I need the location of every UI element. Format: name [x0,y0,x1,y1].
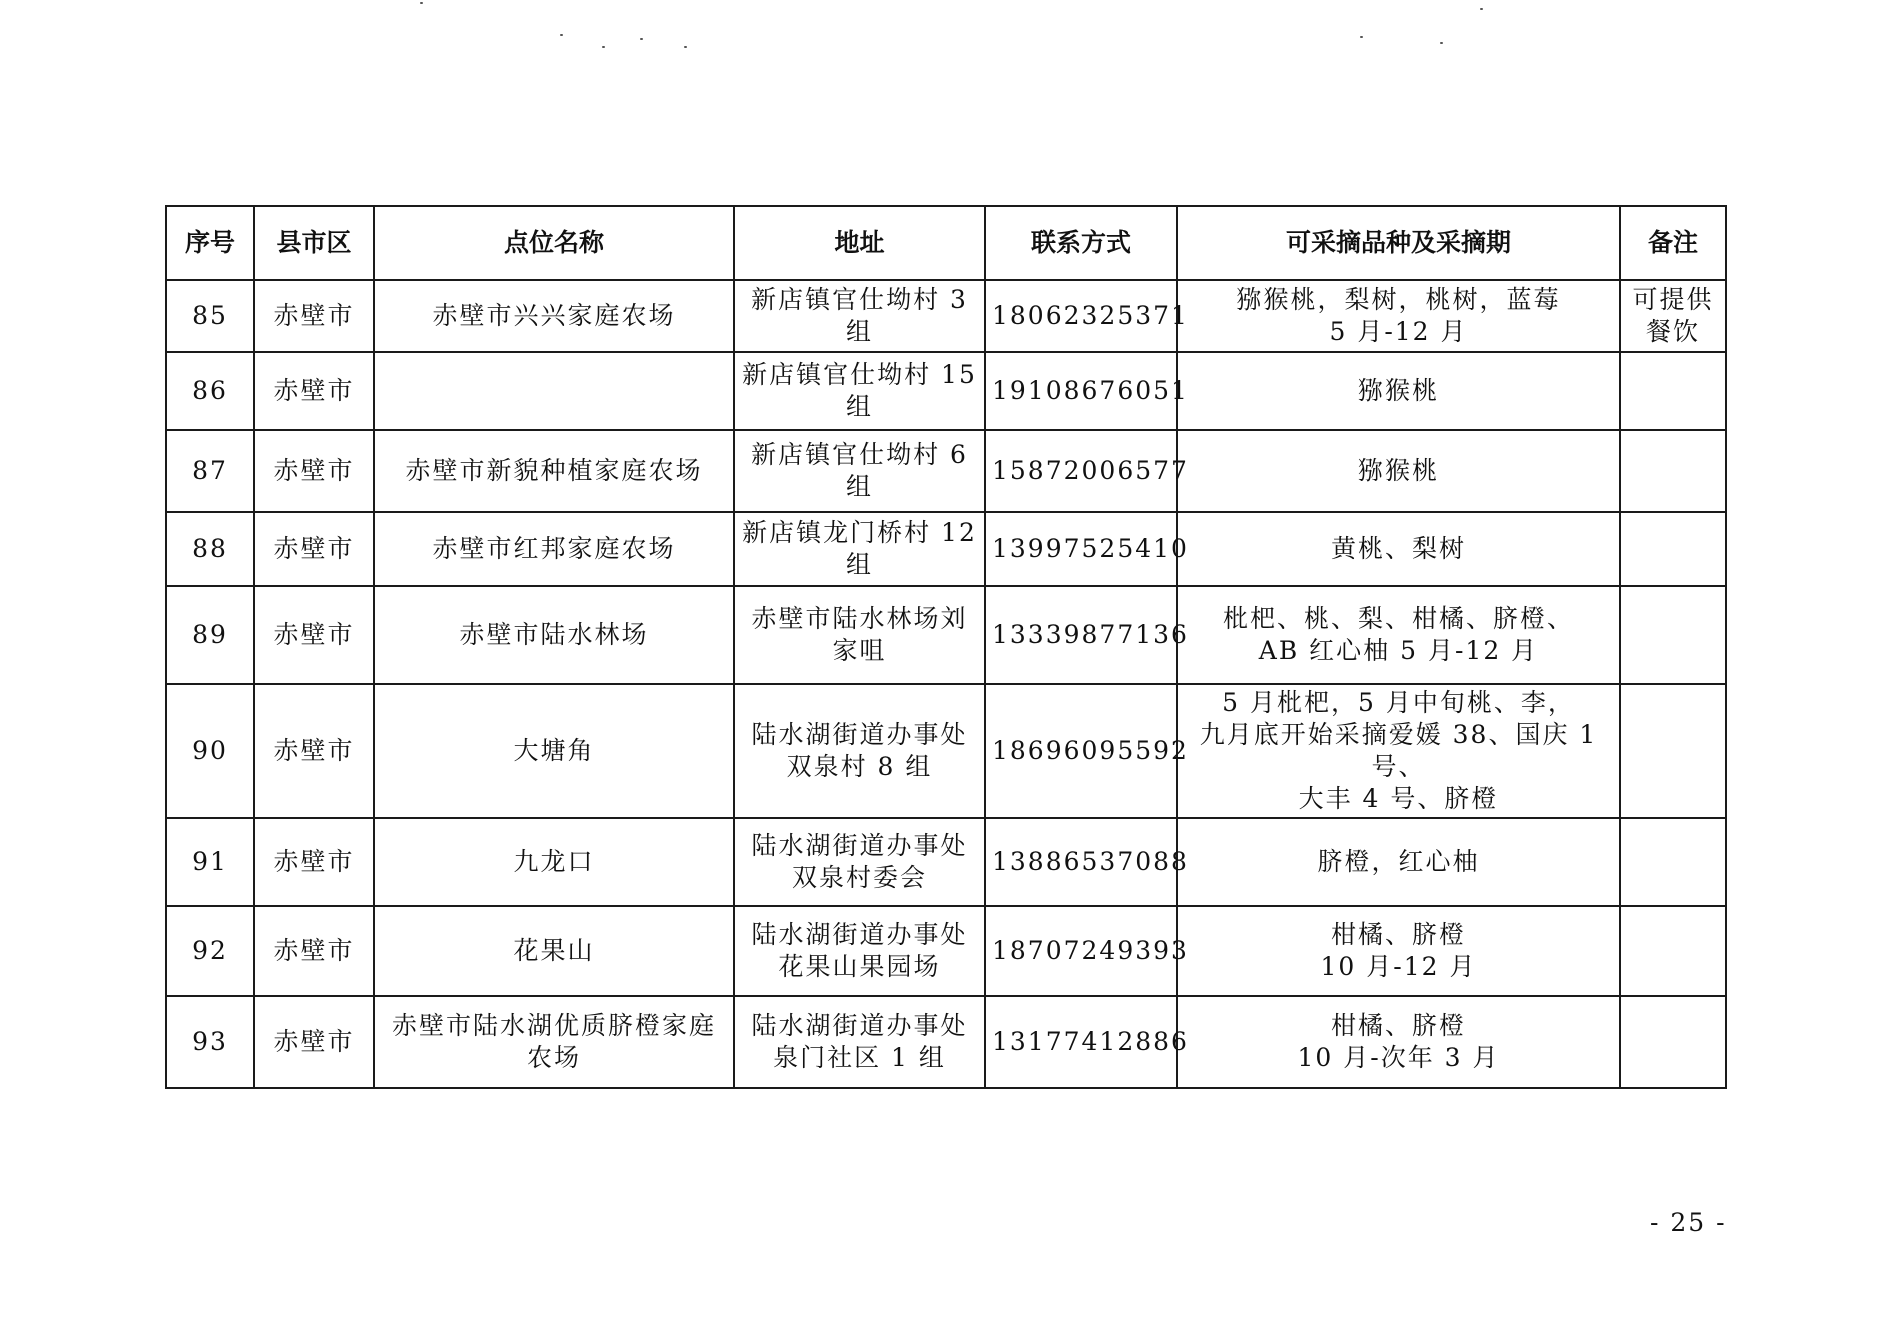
page-number: - 25 - [1650,1208,1727,1237]
row-index: 85 [166,280,254,352]
scan-speck [560,34,563,36]
row-note [1620,512,1726,586]
row-index: 89 [166,586,254,684]
variety-line: 5 月-12 月 [1329,317,1468,346]
variety-line: 10 月-12 月 [1320,952,1477,981]
row-phone: 19108676051 [985,352,1177,430]
row-index: 87 [166,430,254,512]
row-site-name: 赤壁市兴兴家庭农场 [374,280,734,352]
row-site-name: 九龙口 [374,818,734,906]
row-varieties [1177,512,1620,586]
variety-line: 猕猴桃 [1357,376,1439,405]
row-site-name: 赤壁市陆水林场 [374,586,734,684]
row-index: 91 [166,818,254,906]
header-varieties: 可采摘品种及采摘期 [1177,206,1620,280]
row-address: 陆水湖街道办事处泉门社区 1 组 [734,996,985,1088]
header-site-name: 点位名称 [374,206,734,280]
row-note [1620,684,1726,818]
variety-line: 猕猴桃 [1357,456,1439,485]
row-address: 新店镇官仕坳村 6 组 [734,430,985,512]
variety-line: 柑橘、脐橙 [1330,920,1466,949]
variety-line: 大丰 4 号、脐橙 [1298,784,1499,813]
header-address: 地址 [734,206,985,280]
row-address: 陆水湖街道办事处花果山果园场 [734,906,985,996]
row-site-name: 赤壁市陆水湖优质脐橙家庭农场 [374,996,734,1088]
scan-speck [640,38,643,40]
row-phone: 18062325371 [985,280,1177,352]
row-address: 赤壁市陆水林场刘家咀 [734,586,985,684]
header-note: 备注 [1620,206,1726,280]
variety-line: AB 红心柚 5 月-12 月 [1258,636,1539,665]
row-varieties [1177,684,1620,818]
row-county: 赤壁市 [254,280,374,352]
row-varieties [1177,818,1620,906]
row-site-name [374,352,734,430]
row-county: 赤壁市 [254,586,374,684]
variety-line: 九月底开始采摘爱媛 38、国庆 1 号、 [1199,720,1598,781]
header-contact: 联系方式 [985,206,1177,280]
variety-line: 柑橘、脐橙 [1330,1011,1466,1040]
scan-speck [420,2,423,4]
table-row [166,818,1726,906]
table-row [166,430,1726,512]
row-varieties [1177,906,1620,996]
row-address: 陆水湖街道办事处双泉村 8 组 [734,684,985,818]
row-county: 赤壁市 [254,906,374,996]
header-county: 县市区 [254,206,374,280]
row-index: 86 [166,352,254,430]
row-site-name: 赤壁市红邦家庭农场 [374,512,734,586]
row-site-name: 大塘角 [374,684,734,818]
row-site-name: 赤壁市新貌种植家庭农场 [374,430,734,512]
row-note: 可提供餐饮 [1620,280,1726,352]
variety-line: 黄桃、梨树 [1330,534,1466,563]
row-phone: 15872006577 [985,430,1177,512]
row-note [1620,818,1726,906]
scan-speck [684,46,687,48]
row-note [1620,352,1726,430]
row-phone: 18707249393 [985,906,1177,996]
row-address: 新店镇官仕坳村 3 组 [734,280,985,352]
table-row [166,996,1726,1088]
scan-speck [1440,42,1443,44]
table-row [166,586,1726,684]
row-county: 赤壁市 [254,818,374,906]
row-phone: 13886537088 [985,818,1177,906]
row-address: 新店镇龙门桥村 12 组 [734,512,985,586]
row-index: 92 [166,906,254,996]
header-index: 序号 [166,206,254,280]
row-varieties [1177,996,1620,1088]
table-row [166,352,1726,430]
row-note [1620,430,1726,512]
row-varieties [1177,586,1620,684]
row-index: 93 [166,996,254,1088]
row-site-name: 花果山 [374,906,734,996]
table-header-row [166,206,1726,280]
row-note [1620,586,1726,684]
table-row [166,512,1726,586]
row-address: 陆水湖街道办事处双泉村委会 [734,818,985,906]
scan-speck [1360,36,1363,38]
row-note [1620,906,1726,996]
row-county: 赤壁市 [254,996,374,1088]
variety-line: 猕猴桃，梨树，桃树，蓝莓 [1236,285,1561,314]
row-phone: 18696095592 [985,684,1177,818]
row-county: 赤壁市 [254,684,374,818]
row-varieties [1177,280,1620,352]
row-varieties [1177,352,1620,430]
variety-line: 脐橙，红心柚 [1317,847,1480,876]
row-index: 88 [166,512,254,586]
table-row [166,906,1726,996]
table-row [166,280,1726,352]
row-note [1620,996,1726,1088]
variety-line: 10 月-次年 3 月 [1297,1043,1500,1072]
scan-speck [602,46,605,48]
table-row [166,684,1726,818]
scan-speck [1480,8,1483,10]
row-phone: 13997525410 [985,512,1177,586]
picking-sites-table [165,205,1727,1089]
row-county: 赤壁市 [254,352,374,430]
row-county: 赤壁市 [254,430,374,512]
row-county: 赤壁市 [254,512,374,586]
variety-line: 5 月枇杷，5 月中旬桃、李， [1222,688,1575,717]
row-phone: 13339877136 [985,586,1177,684]
row-index: 90 [166,684,254,818]
row-phone: 13177412886 [985,996,1177,1088]
variety-line: 枇杷、桃、梨、柑橘、脐橙、 [1222,604,1574,633]
row-address: 新店镇官仕坳村 15 组 [734,352,985,430]
row-varieties [1177,430,1620,512]
